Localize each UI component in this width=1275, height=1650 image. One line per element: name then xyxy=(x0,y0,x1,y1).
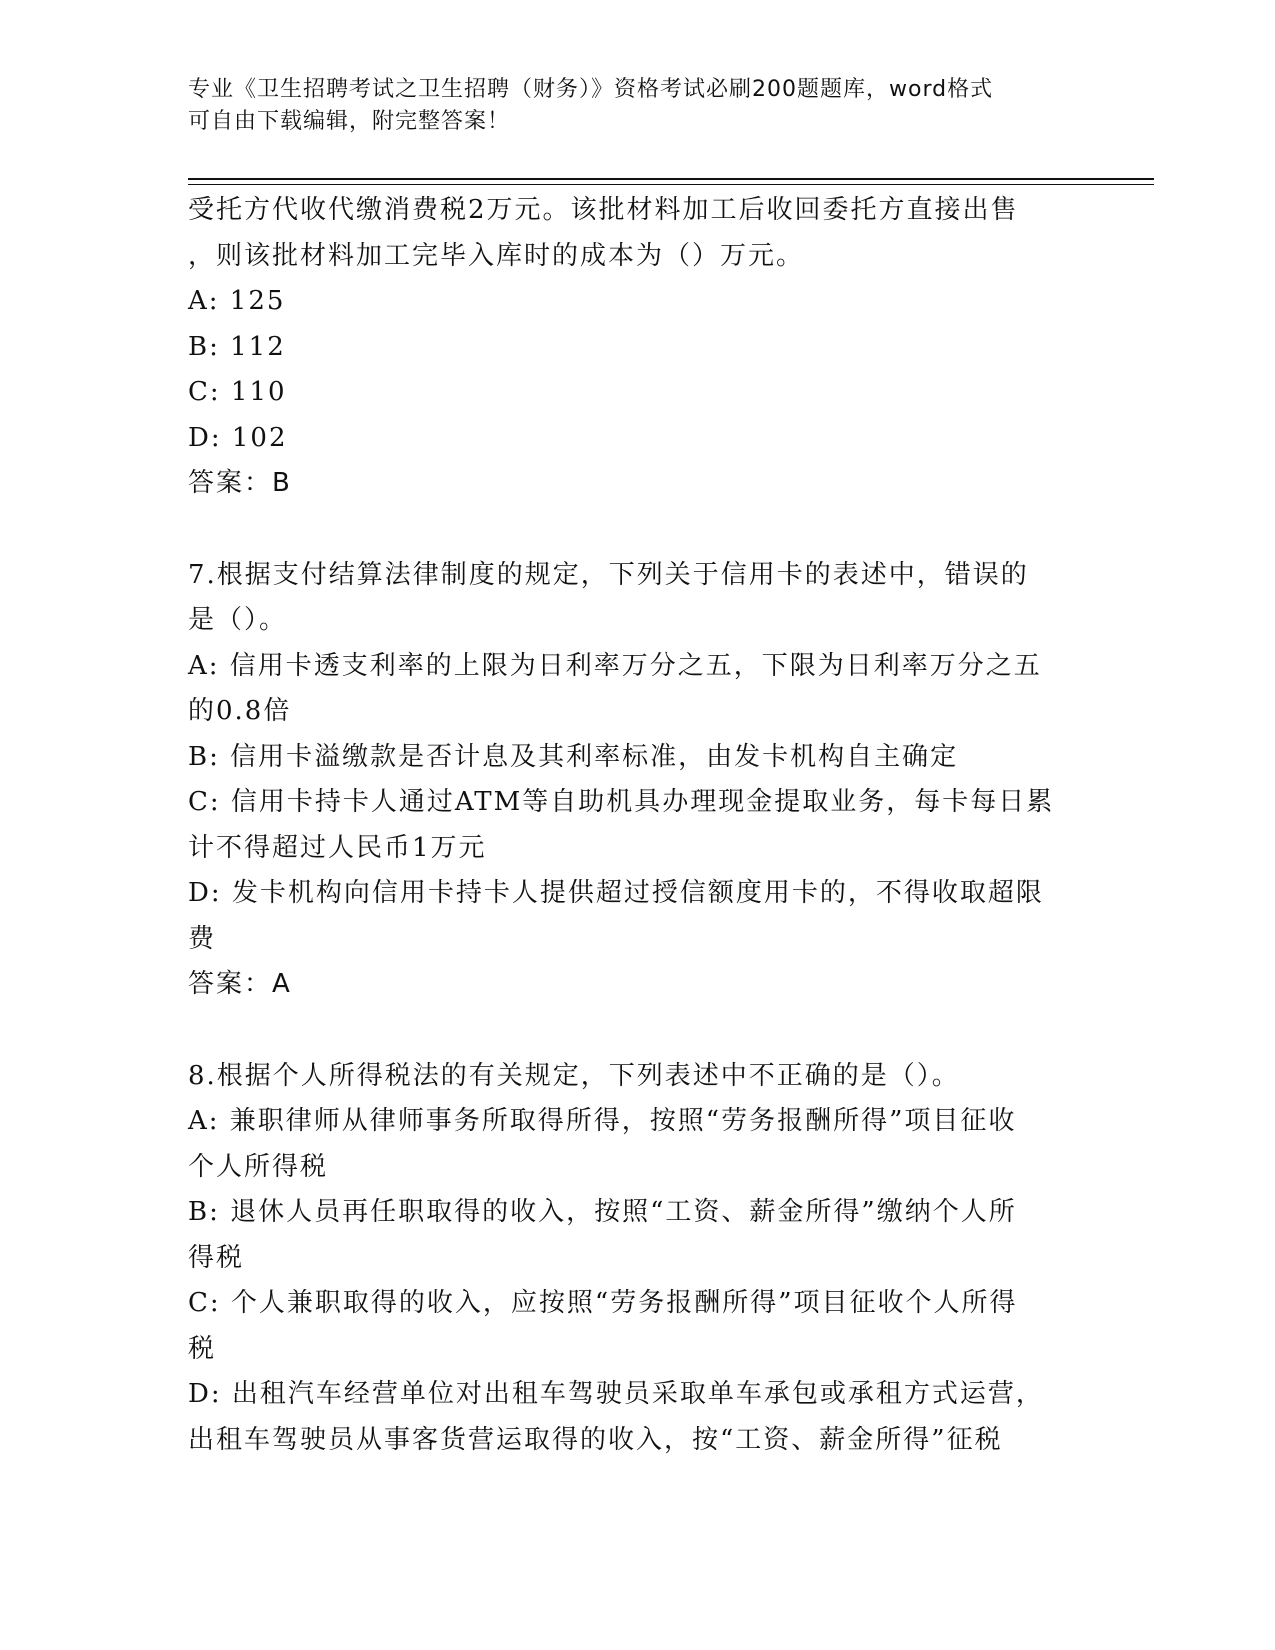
header-divider-thick xyxy=(188,178,1154,180)
question-8-option-c-line-1: C: 个人兼职取得的收入，应按照“劳务报酬所得”项目征收个人所得 xyxy=(188,1288,1018,1318)
question-8-option-a-line-1: A: 兼职律师从律师事务所取得所得，按照“劳务报酬所得”项目征收 xyxy=(188,1106,1017,1136)
question-8 xyxy=(188,1054,1088,1464)
document-body xyxy=(188,188,1088,1463)
question-8-stem: 8.根据个人所得税法的有关规定，下列表述中不正确的是（）。 xyxy=(188,1060,960,1091)
header-divider-thin xyxy=(188,184,1154,185)
question-7-option-c-line-1: C: 信用卡持卡人通过ATM等自助机具办理现金提取业务，每卡每日累 xyxy=(188,787,1055,817)
question-8-option-c-line-2: 税 xyxy=(188,1333,217,1364)
question-7-option-d-line-1: D: 发卡机构向信用卡持卡人提供超过授信额度用卡的，不得收取超限 xyxy=(188,878,1044,908)
question-6-option-d: D: 102 xyxy=(188,422,288,453)
question-8-option-b-line-2: 得税 xyxy=(188,1242,245,1273)
document-header xyxy=(188,74,1068,138)
question-7-stem-line-1: 7.根据支付结算法律制度的规定，下列关于信用卡的表述中，错误的 xyxy=(188,559,1029,590)
question-7-stem-line-2: 是（）。 xyxy=(188,605,288,635)
question-7-option-a-line-2: 的0.8倍 xyxy=(188,696,292,726)
question-6-option-b: B: 112 xyxy=(188,331,286,362)
question-8-option-d-line-1: D: 出租汽车经营单位对出租车驾驶员采取单车承包或承租方式运营， xyxy=(188,1379,1044,1409)
header-line-1: 专业《卫生招聘考试之卫生招聘（财务）》资格考试必刷200题题库，word格式 xyxy=(188,77,994,102)
question-6-option-c: C: 110 xyxy=(188,377,287,407)
question-6-option-a: A: 125 xyxy=(188,286,286,316)
question-7-option-a-line-1: A: 信用卡透支利率的上限为日利率万分之五，下限为日利率万分之五 xyxy=(188,650,1042,681)
question-6-stem-line-2: ，则该批材料加工完毕入库时的成本为（）万元。 xyxy=(188,240,805,271)
question-6 xyxy=(188,188,1088,507)
question-6-stem-line-1: 受托方代收代缴消费税2万元。该批材料加工后收回委托方直接出售 xyxy=(188,195,1019,225)
question-7-option-d-line-2: 费 xyxy=(188,923,217,954)
question-7 xyxy=(188,553,1088,1008)
question-8-option-b-line-1: B: 退休人员再任职取得的收入，按照“工资、薪金所得”缴纳个人所 xyxy=(188,1197,1017,1227)
question-8-option-d-line-2: 出租车驾驶员从事客货营运取得的收入，按“工资、薪金所得”征税 xyxy=(188,1424,1003,1455)
question-7-answer: 答案：A xyxy=(188,969,292,999)
header-line-2: 可自由下载编辑，附完整答案！ xyxy=(188,109,511,134)
question-8-option-a-line-2: 个人所得税 xyxy=(188,1151,329,1182)
question-6-answer: 答案：B xyxy=(188,468,292,498)
question-7-option-b: B: 信用卡溢缴款是否计息及其利率标准，由发卡机构自主确定 xyxy=(188,741,959,772)
question-7-option-c-line-2: 计不得超过人民币1万元 xyxy=(188,832,487,863)
